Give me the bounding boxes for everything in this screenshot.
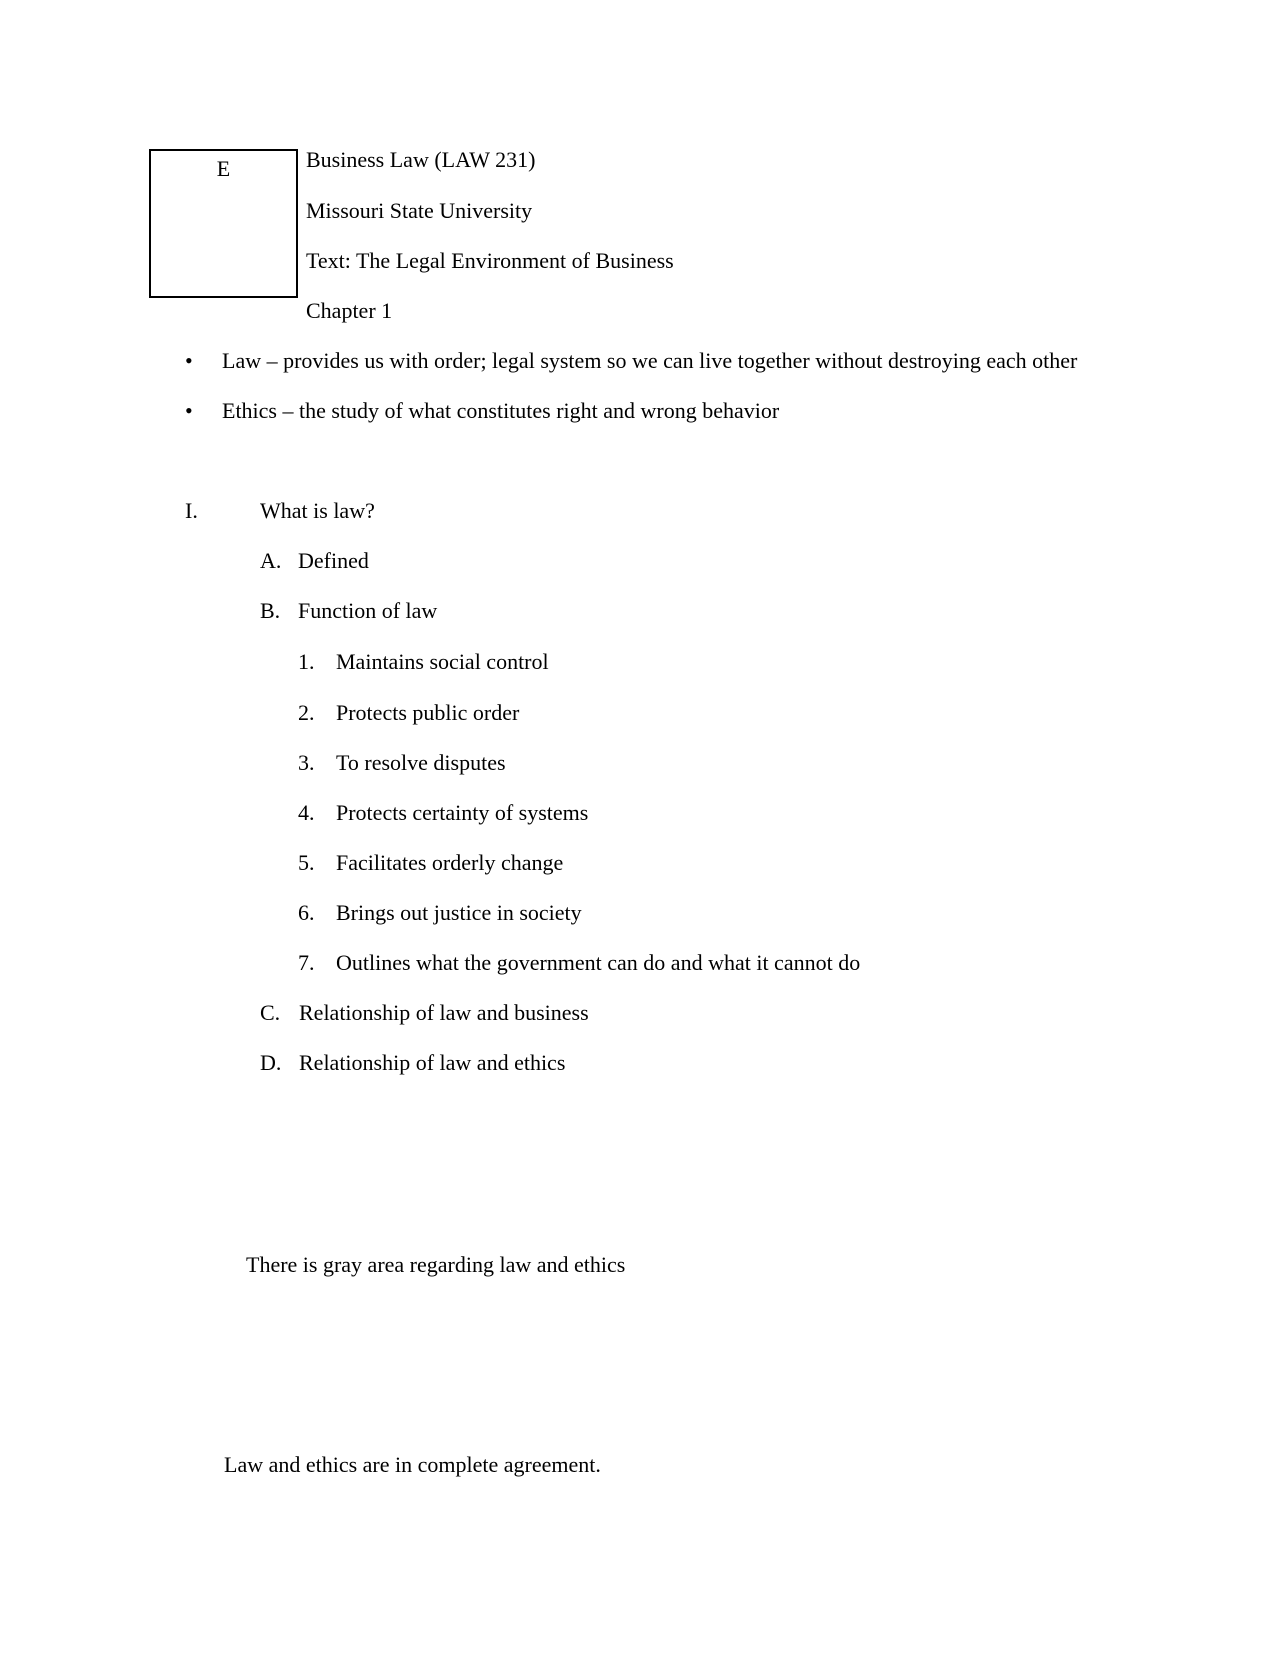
diagram-box — [149, 149, 298, 298]
function-item: To resolve disputes — [336, 750, 506, 775]
diagram-box-label: E — [216, 156, 231, 181]
gray-area-note: There is gray area regarding law and ethics — [246, 1252, 626, 1277]
textbook-title: Text: The Legal Environment of Business — [306, 248, 674, 273]
outline-item-business: Relationship of law and business — [299, 1000, 589, 1025]
function-item: Outlines what the government can do and what it cannot do — [336, 950, 861, 975]
function-marker: 5. — [298, 850, 315, 875]
course-title: Business Law (LAW 231) — [306, 147, 536, 172]
function-item: Protects public order — [336, 700, 520, 725]
outline-item-function: Function of law — [298, 598, 438, 623]
function-marker: 6. — [298, 900, 315, 925]
bullet-marker: • — [185, 398, 193, 423]
function-marker: 4. — [298, 800, 315, 825]
chapter-label: Chapter 1 — [306, 298, 393, 323]
bullet-law: Law – provides us with order; legal system so we can live together without destroying each other — [222, 348, 1078, 373]
outline-item-marker: C. — [260, 1000, 281, 1025]
outline-title: What is law? — [260, 498, 375, 523]
function-item: Maintains social control — [336, 649, 549, 674]
function-item: Facilitates orderly change — [336, 850, 564, 875]
function-marker: 3. — [298, 750, 315, 775]
outline-item-marker: B. — [260, 598, 281, 623]
outline-marker: I. — [185, 498, 198, 523]
agreement-note: Law and ethics are in complete agreement. — [224, 1452, 601, 1477]
function-marker: 2. — [298, 700, 315, 725]
function-marker: 7. — [298, 950, 315, 975]
bullet-ethics: Ethics – the study of what constitutes right and wrong behavior — [222, 398, 780, 423]
bullet-marker: • — [185, 348, 193, 373]
university-name: Missouri State University — [306, 198, 533, 223]
outline-item-defined: Defined — [298, 548, 369, 573]
function-item: Protects certainty of systems — [336, 800, 589, 825]
outline-item-marker: D. — [260, 1050, 282, 1075]
outline-item-marker: A. — [260, 548, 282, 573]
function-marker: 1. — [298, 649, 315, 674]
function-item: Brings out justice in society — [336, 900, 582, 925]
outline-item-ethics: Relationship of law and ethics — [299, 1050, 566, 1075]
